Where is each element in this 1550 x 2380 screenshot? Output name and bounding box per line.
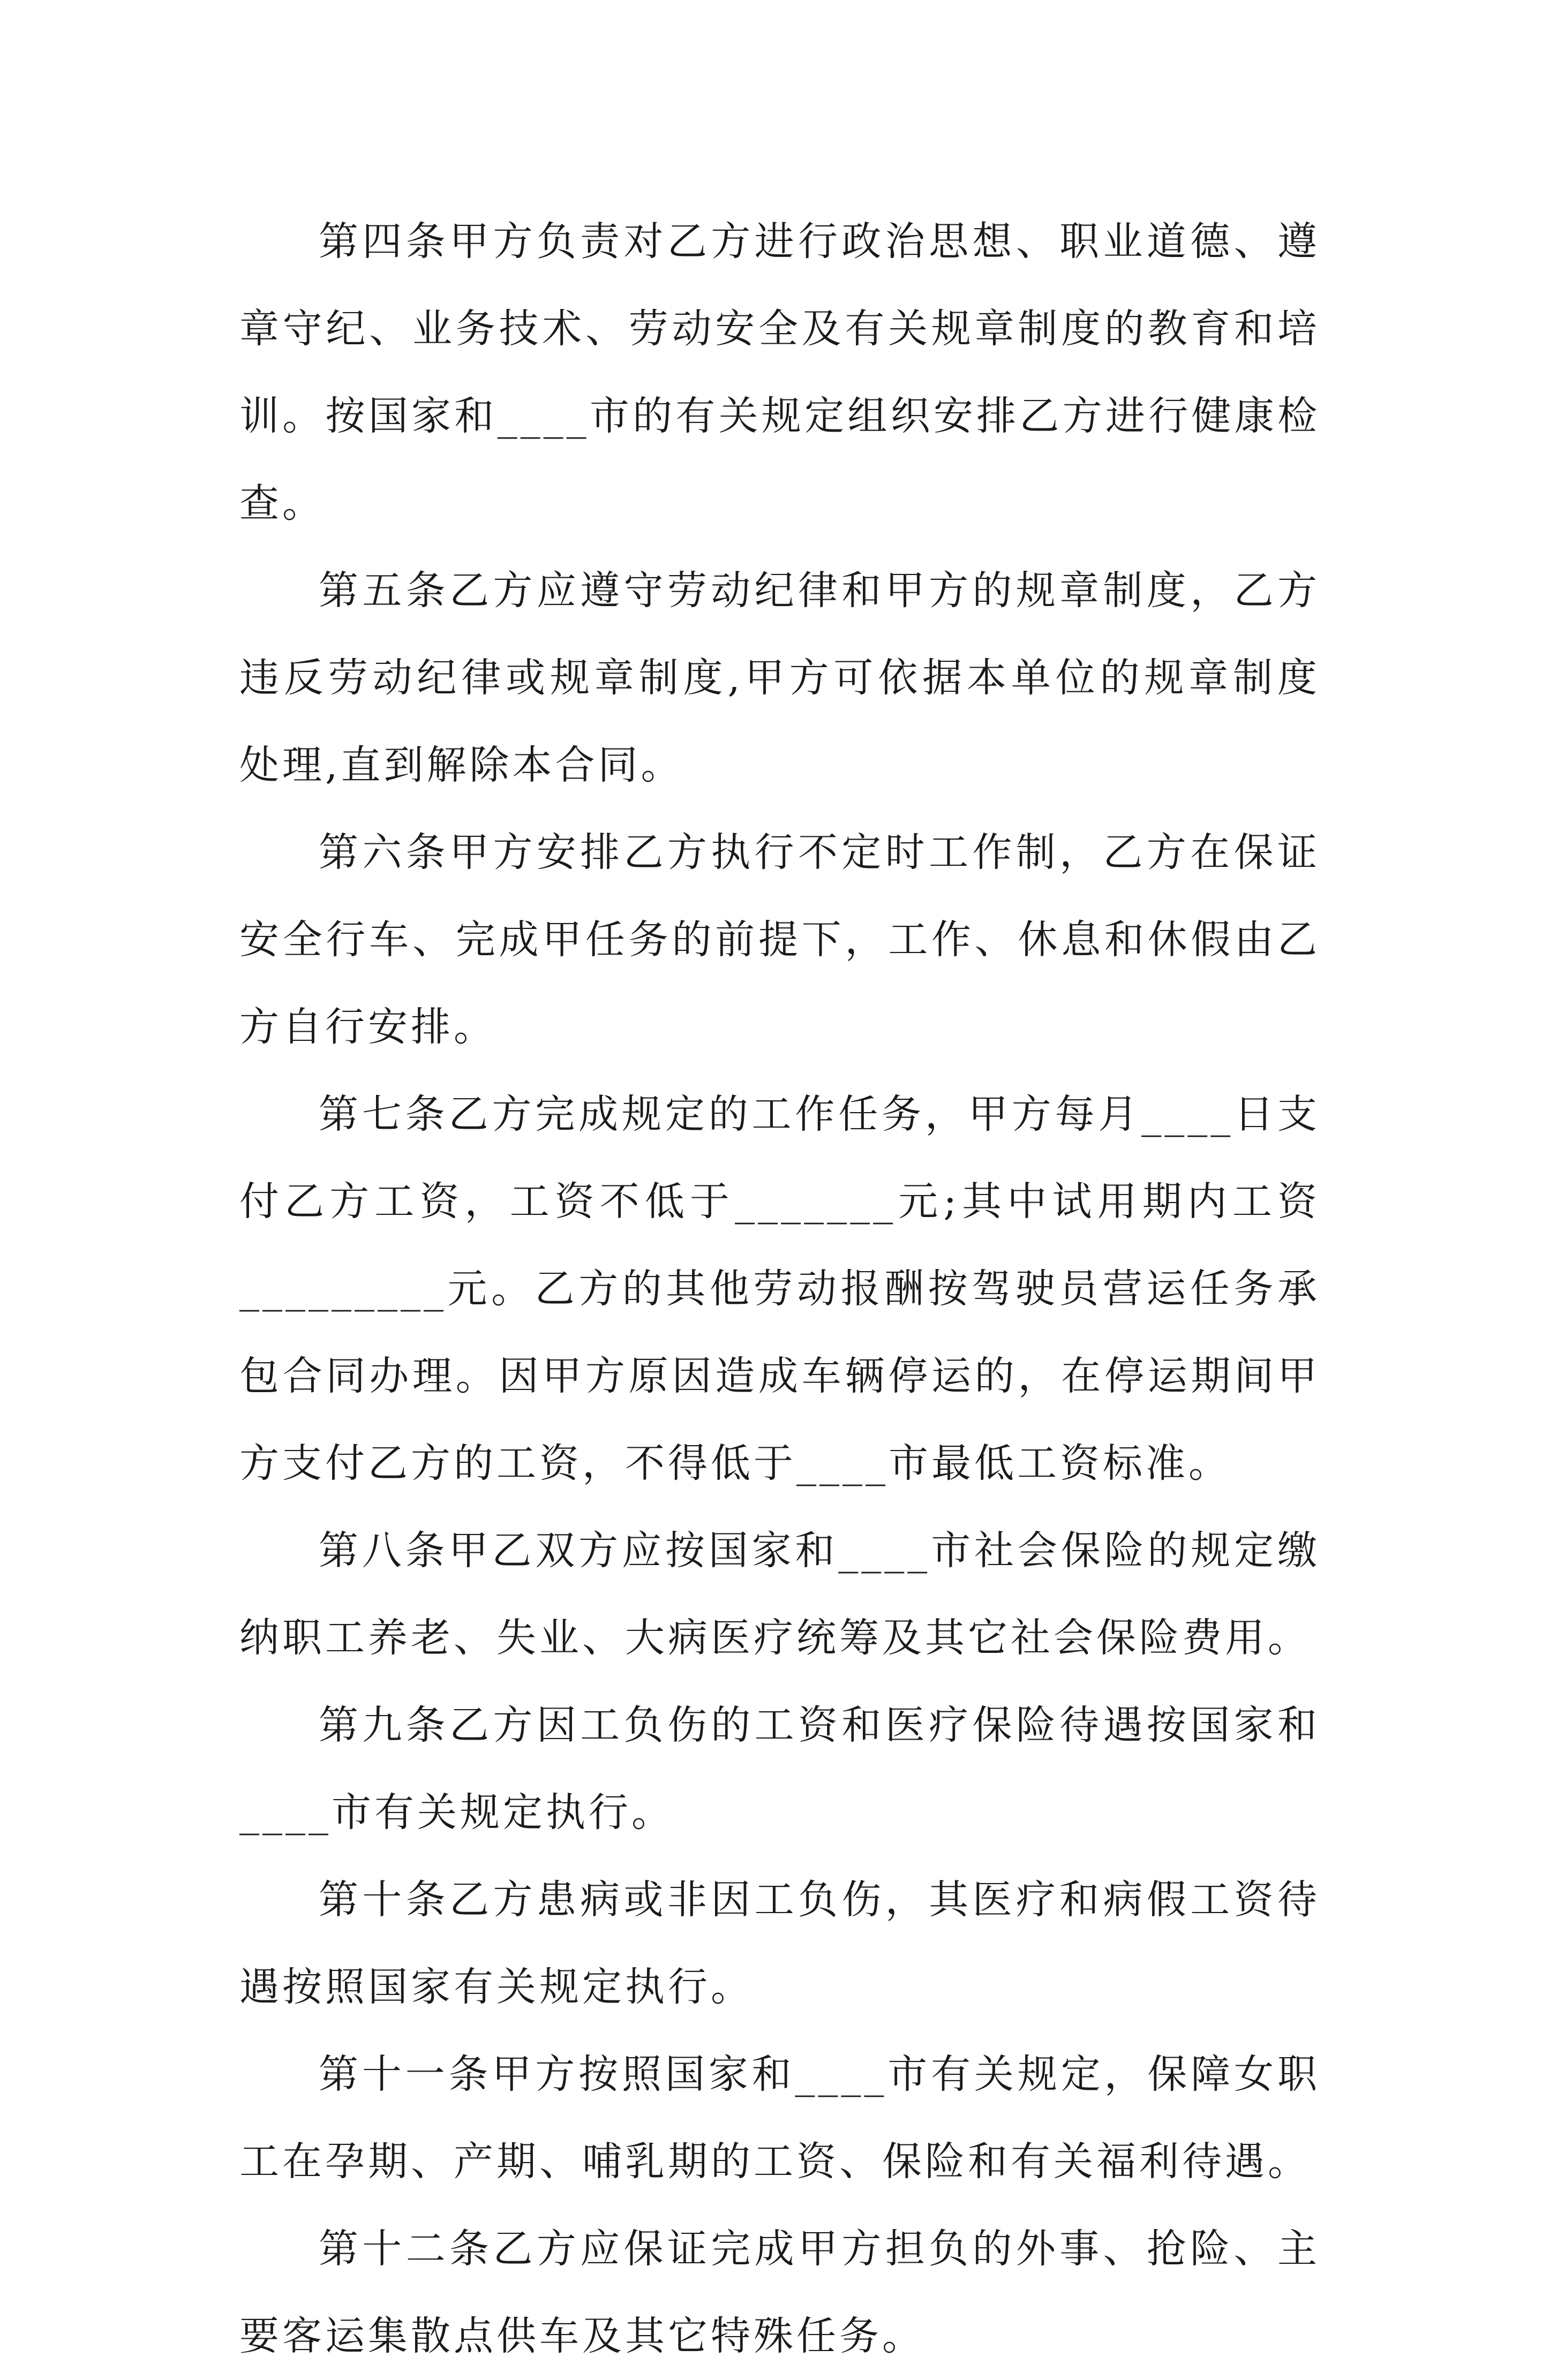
article-11-paragraph: 第十一条甲方按照国家和____市有关规定，保障女职工在孕期、产期、哺乳期的工资、保险和有关福利待遇。: [239, 2051, 1320, 2185]
article-5-paragraph: 第五条乙方应遵守劳动纪律和甲方的规章制度，乙方违反劳动纪律或规章制度,甲方可依据本单位的规章制度处理,直到解除本合同。: [239, 568, 1320, 788]
article-10-paragraph: 第十条乙方患病或非因工负伤，其医疗和病假工资待遇按照国家有关规定执行。: [239, 1877, 1320, 2010]
document-body: [239, 198, 1320, 2380]
article-4-paragraph: 第四条甲方负责对乙方进行政治思想、职业道德、遵章守纪、业务技术、劳动安全及有关规章制度的教育和培训。按国家和____市的有关规定组织安排乙方进行健康检查。: [239, 218, 1320, 526]
article-12-paragraph: 第十二条乙方应保证完成甲方担负的外事、抢险、主要客运集散点供车及其它特殊任务。: [239, 2226, 1320, 2359]
article-9-paragraph: 第九条乙方因工负伤的工资和医疗保险待遇按国家和____市有关规定执行。: [239, 1702, 1320, 1835]
article-6-paragraph: 第六条甲方安排乙方执行不定时工作制，乙方在保证安全行车、完成甲任务的前提下，工作、休息和休假由乙方自行安排。: [239, 829, 1320, 1050]
article-7-paragraph: 第七条乙方完成规定的工作任务，甲方每月____日支付乙方工资，工资不低于_______元;其中试用期内工资_________元。乙方的其他劳动报酬按驾驶员营运任务承包合同办理。因甲方原因造成车辆停运的，在停运期间甲方支付乙方的工资，不得低于____市最低工资标准。: [239, 1091, 1320, 1486]
article-8-paragraph: 第八条甲乙双方应按国家和____市社会保险的规定缴纳职工养老、失业、大病医疗统筹及其它社会保险费用。: [239, 1528, 1320, 1661]
